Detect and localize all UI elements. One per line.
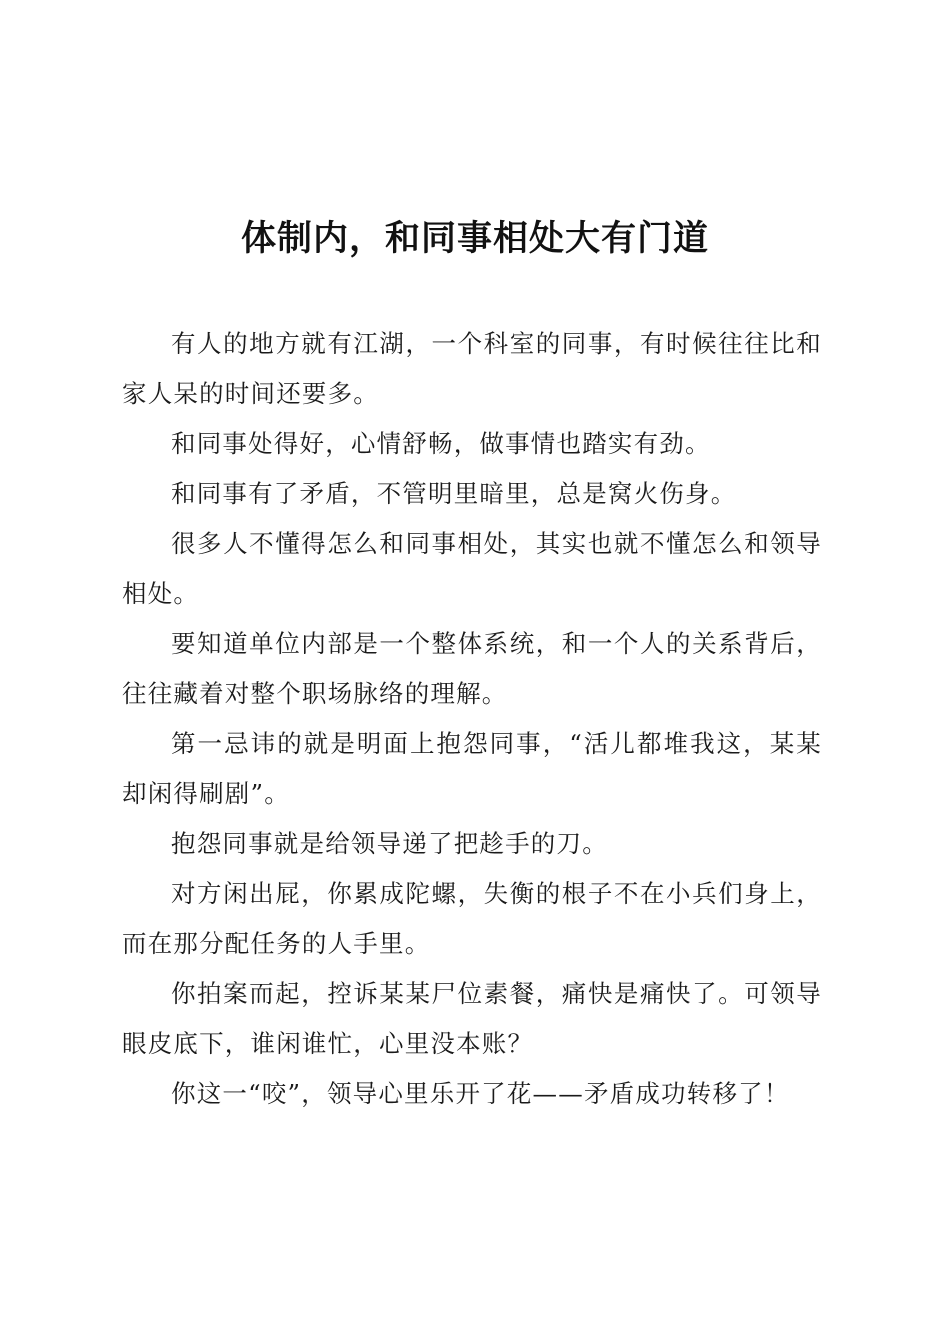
document-title: 体制内，和同事相处大有门道 (240, 218, 709, 259)
paragraph: 你拍案而起，控诉某某尸位素餐，痛快是痛快了。可领导眼皮底下，谁闲谁忙，心里没本账？ (122, 979, 822, 1058)
paragraph: 抱怨同事就是给领导递了把趁手的刀。 (171, 829, 608, 858)
document-body (122, 319, 822, 1119)
paragraph: 你这一“咬”，领导心里乐开了花——矛盾成功转移了！ (171, 1079, 790, 1108)
paragraph: 很多人不懂得怎么和同事相处，其实也就不懂怎么和领导相处。 (122, 529, 822, 608)
paragraph: 和同事处得好，心情舒畅，做事情也踏实有劲。 (171, 429, 711, 458)
paragraph: 有人的地方就有江湖，一个科室的同事，有时候往往比和家人呆的时间还要多。 (122, 329, 822, 408)
paragraph: 和同事有了矛盾，不管明里暗里，总是窝火伤身。 (171, 479, 737, 508)
paragraph: 对方闲出屁，你累成陀螺，失衡的根子不在小兵们身上，而在那分配任务的人手里。 (122, 879, 822, 958)
paragraph: 第一忌讳的就是明面上抱怨同事，“活儿都堆我这，某某却闲得刷剧”。 (122, 729, 822, 808)
paragraph: 要知道单位内部是一个整体系统，和一个人的关系背后，往往藏着对整个职场脉络的理解。 (122, 629, 822, 708)
